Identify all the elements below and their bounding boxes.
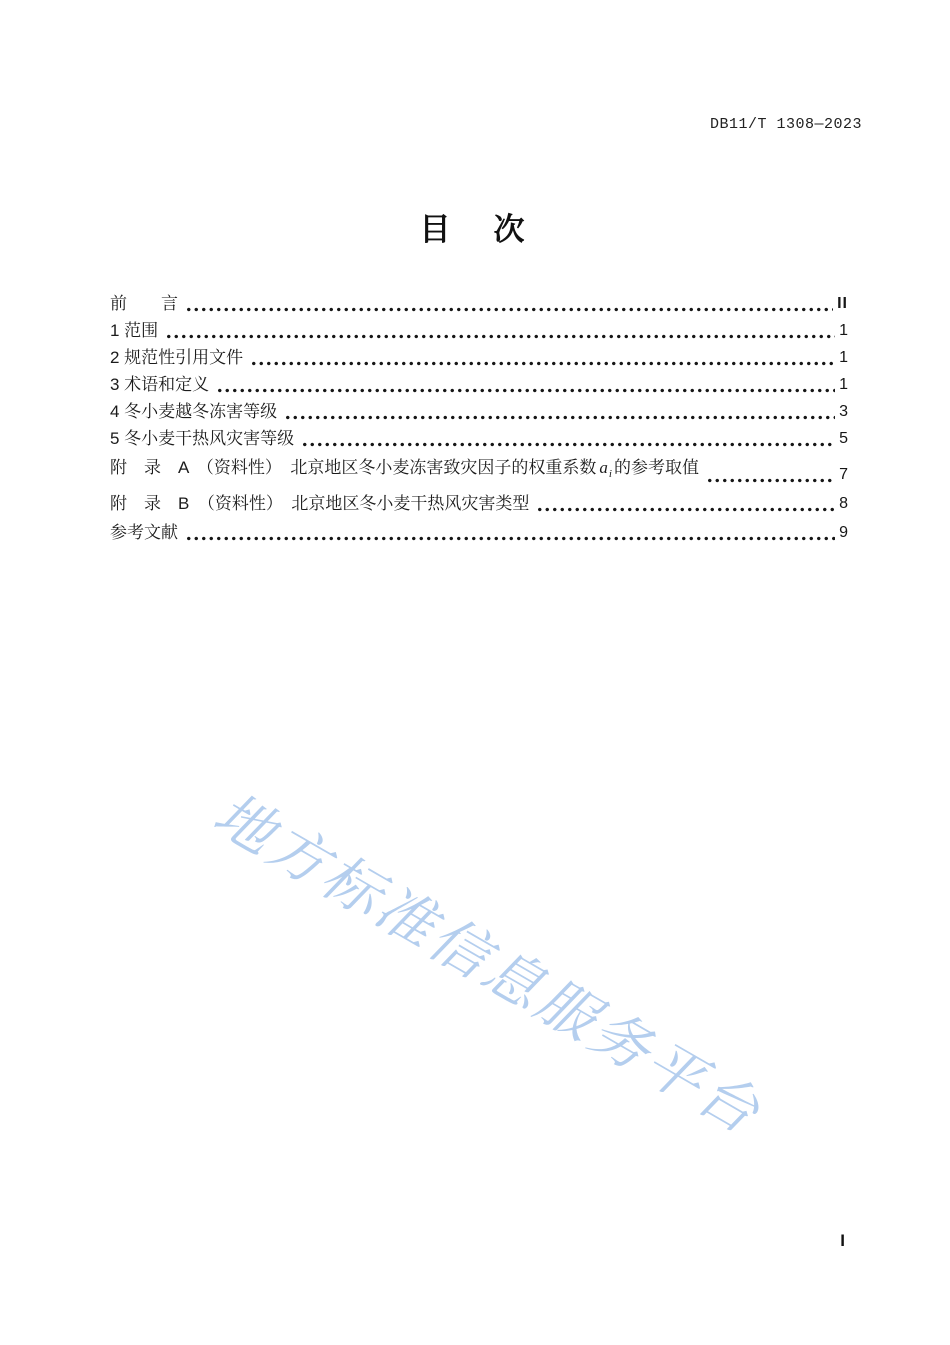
dot-leader	[299, 425, 835, 452]
toc-entry-page: 8	[839, 495, 848, 513]
table-of-contents	[110, 290, 848, 546]
toc-entry-page: II	[837, 295, 848, 312]
toc-entry-page: 1	[839, 349, 848, 366]
toc-entry-label: 2 规范性引用文件	[110, 348, 244, 367]
toc-entry-page: 9	[839, 524, 848, 542]
toc-entry-foreword	[110, 290, 848, 317]
toc-entry-page: 1	[839, 376, 848, 393]
variable-subscript-i: i	[608, 468, 612, 481]
toc-entry-terms-definitions	[110, 371, 848, 398]
toc-entry-label: 1 范围	[110, 321, 159, 340]
toc-entry-label: 4 冬小麦越冬冻害等级	[110, 402, 278, 421]
watermark-text: 地方标准信息服务平台	[203, 780, 773, 1148]
toc-entry-page: 7	[839, 466, 848, 484]
toc-entry-dry-hot-wind-grades	[110, 425, 848, 452]
toc-entry-page: 5	[839, 430, 848, 447]
toc-entry-page: 1	[839, 322, 848, 339]
variable-a: a	[599, 458, 608, 477]
toc-entry-label: 参考文献	[110, 523, 178, 543]
dot-leader	[282, 398, 835, 425]
toc-entry-freeze-damage-grades	[110, 398, 848, 425]
dot-leader	[214, 371, 835, 398]
dot-leader	[704, 461, 835, 488]
dot-leader	[248, 344, 835, 371]
dot-leader	[183, 519, 835, 546]
dot-leader	[163, 317, 835, 344]
dot-leader	[534, 490, 835, 517]
toc-entry-label: 附 录 B （资料性） 北京地区冬小麦干热风灾害类型	[110, 494, 530, 514]
page-title: 目 次	[419, 212, 531, 247]
standard-number: DB11/T 1308—2023	[709, 116, 862, 133]
dot-leader	[183, 290, 833, 317]
toc-entry-annex-a	[110, 454, 848, 488]
page-number: I	[840, 1231, 845, 1250]
toc-entry-label: 前 言	[110, 294, 178, 313]
toc-entry-page: 3	[839, 403, 848, 420]
toc-entry-label: 3 术语和定义	[110, 375, 210, 394]
toc-entry-references	[110, 519, 848, 546]
toc-entry-scope	[110, 317, 848, 344]
toc-entry-normative-references	[110, 344, 848, 371]
doc-header	[710, 116, 862, 133]
toc-entry-annex-b	[110, 490, 848, 517]
toc-entry-label: 附 录 A （资料性） 北京地区冬小麦冻害致灾因子的权重系数 $a_i$ 的参考取值	[110, 458, 699, 481]
toc-entry-label: 5 冬小麦干热风灾害等级	[110, 429, 295, 448]
